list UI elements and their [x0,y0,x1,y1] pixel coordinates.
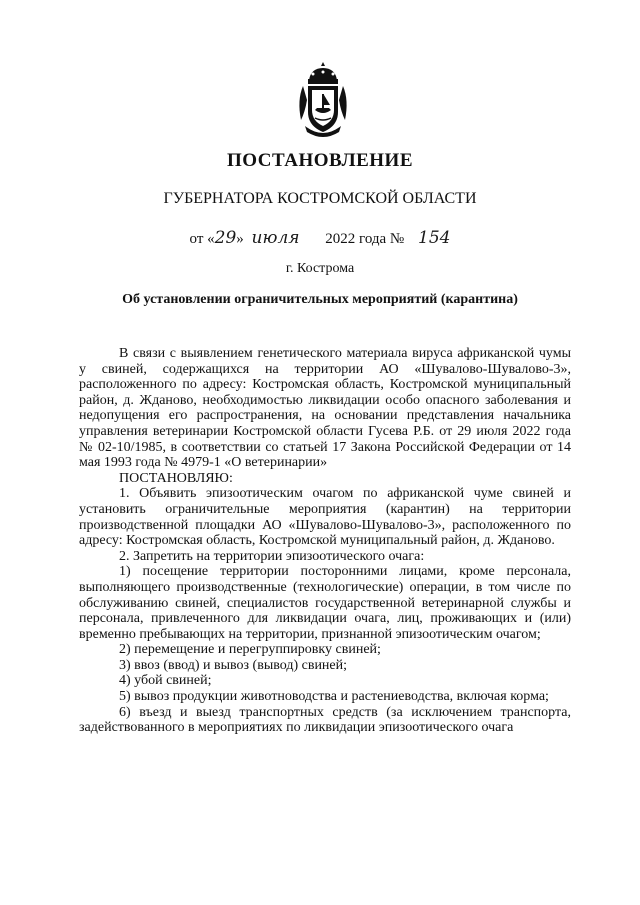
date-mid: » [236,231,244,247]
subitem-2: 2) перемещение и перегруппировку свиней; [119,642,381,658]
subitem-1: 1) посещение территории посторонними лицами, кроме персонала, выполняющего производственные (технологические) операции, в том числе по обслуживанию свиней, специалистов государственной ветеринарной службы и персонала, привлеченного для ликвидации очага, лиц, проживающих и (или) временно пребывающих на территории, признанной эпизоотическим очагом; [79,564,571,642]
decree-heading: ПОСТАНОВЛЯЮ: [119,470,233,486]
subitem-4: 4) убой свиней; [119,673,212,689]
date-year: 2022 года № [325,231,405,247]
issuer-line: ГУБЕРНАТОРА КОСТРОМСКОЙ ОБЛАСТИ [163,190,477,207]
handwritten-day: 29 [214,228,237,248]
subitem-5: 5) вывоз продукции животноводства и растениеводства, включая корма; [119,689,549,705]
document-title: ПОСТАНОВЛЕНИЕ [226,150,414,171]
coat-of-arms-icon [295,60,351,140]
subitem-6: 6) въезд и выезд транспортных средств (за исключением транспорта, задействованного в мероприятиях по ликвидации эпизоотического очага [79,704,571,736]
date-line [0,228,640,248]
handwritten-month: июля [251,228,300,248]
subitem-3: 3) ввоз (ввод) и вывоз (вывод) свиней; [119,657,348,673]
document-subject: Об установлении ограничительных мероприятий (карантина) [122,292,518,307]
item-1: 1. Объявить эпизоотическим очагом по африканской чуме свиней и установить ограничительные мероприятия (карантин) на территории производственной площадки АО «Шувалово-Шувалово-3», расположенного по адресу: Костромская область, Костромской муниципальный район, д. Жданово. [79,486,571,549]
item-2: 2. Запретить на территории эпизоотического очага: [119,548,425,564]
date-prefix: от « [189,231,215,247]
intro-paragraph: В связи с выявлением генетического материала вируса африканской чумы у свиней, содержащихся на территории АО «Шувалово-Шувалово-3», расположенного по адресу: Костромская область, Костромской муниципальный район, д. Жданово, необходимостью ликвидации особо опасного заболевания и недопущения его распространения, на основании представления начальника управления ветеринарии Костромской области Гусева Р.Б. от 29 июля 2022 года № 02-10/1985, в соответствии со статьей 17 Закона Российской Федерации от 14 мая 1993 года № 4979-1 «О ветеринарии» [79,346,571,471]
handwritten-doc-number: 154 [418,228,451,248]
document-body [79,346,571,736]
city-line: г. Кострома [285,261,355,276]
